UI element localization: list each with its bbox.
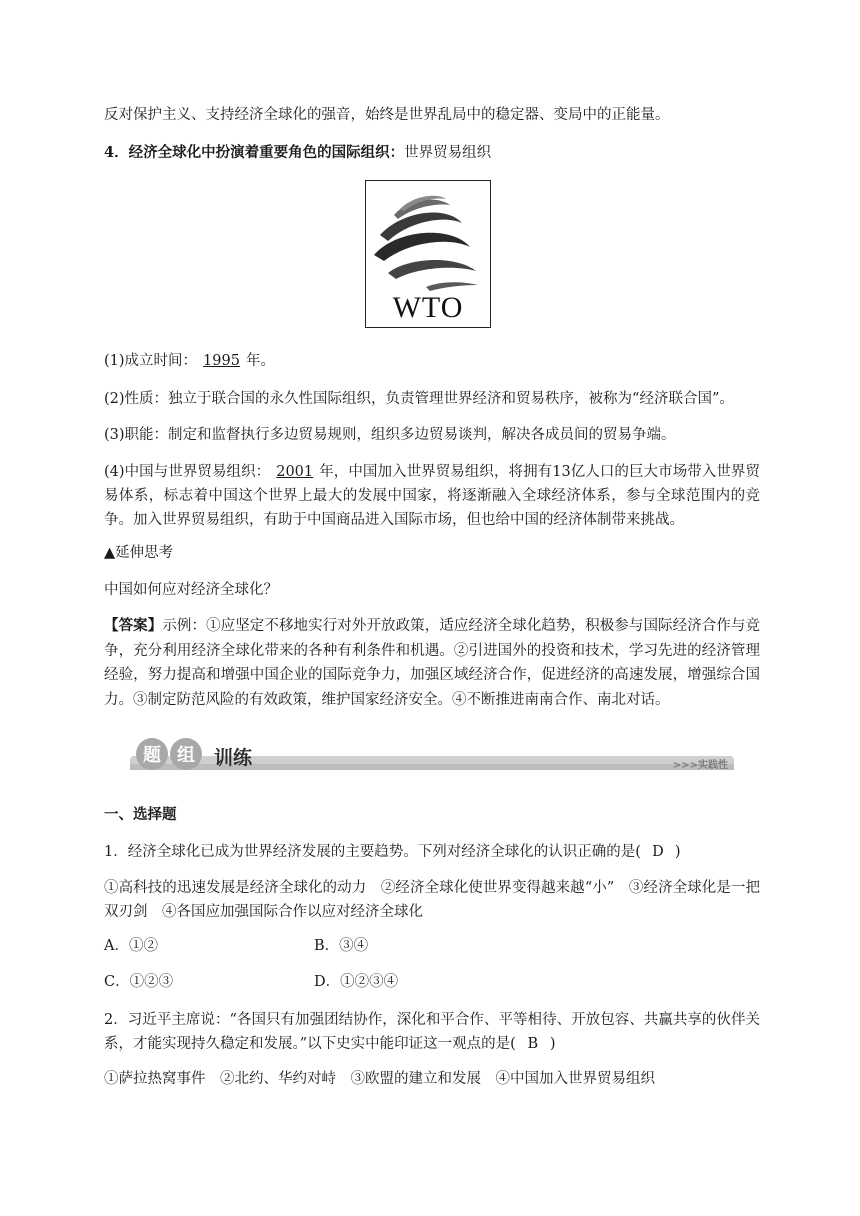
section4-heading-tail: 世界贸易组织 xyxy=(404,145,492,161)
wto-logo-text: WTO xyxy=(392,291,464,324)
q1-options-row2 xyxy=(104,971,398,993)
banner-char1: 题 xyxy=(143,745,161,766)
answer-label: 【答案】 xyxy=(104,617,163,634)
china-prefix: (4)中国与世界贸易组织： xyxy=(104,464,271,480)
q1-answer: D xyxy=(652,844,664,860)
section-banner xyxy=(130,734,734,778)
q1-option-d[interactable]: D．①②③④ xyxy=(314,974,399,990)
founded-year: 1995 xyxy=(203,353,240,369)
wto-swoosh-icon xyxy=(366,185,490,295)
section4-heading xyxy=(104,142,491,164)
q2-statements: ①萨拉热窝事件 ②北约、华约对峙 ③欧盟的建立和发展 ④中国加入世界贸易组织 xyxy=(104,1071,655,1087)
wto-logo xyxy=(365,180,491,328)
q1-option-a[interactable]: A．①② xyxy=(104,938,158,954)
extension-question: 中国如何应对经济全球化？ xyxy=(104,582,278,598)
section4-heading-bold: 4．经济全球化中扮演着重要角色的国际组织： xyxy=(104,144,405,161)
q1-option-b[interactable]: B．③④ xyxy=(314,938,369,954)
q1-options-row1 xyxy=(104,935,368,957)
extension-answer xyxy=(104,614,760,712)
q1-option-c[interactable]: C．①②③ xyxy=(104,974,174,990)
exercise-section-title: 一、选择题 xyxy=(104,806,177,823)
banner-char2: 组 xyxy=(177,745,195,766)
item-function: (3)职能：制定和监督执行多边贸易规则，组织多边贸易谈判，解决各成员间的贸易争端。 xyxy=(104,427,676,443)
banner-title: 训练 xyxy=(214,747,253,769)
intro-line: 反对保护主义、支持经济全球化的强音，始终是世界乱局中的稳定器、变局中的正能量。 xyxy=(104,107,670,123)
q1-stem-prefix: 1．经济全球化已成为世界经济发展的主要趋势。下列对经济全球化的认识正确的是( xyxy=(104,844,641,860)
item-nature: (2)性质：独立于联合国的永久性国际组织，负责管理世界经济和贸易秩序，被称为“经济联合国”。 xyxy=(104,391,734,407)
q2-stem-prefix: 2．习近平主席说：“各国只有加强团结协作，深化和平合作、平等相待、开放包容、共赢共享的伙伴关系，才能实现持久稳定和发展。”以下史实中能印证这一观点的是( xyxy=(104,1012,760,1052)
q2-stem-suffix: ) xyxy=(549,1036,556,1052)
item-founded xyxy=(104,350,275,372)
china-year: 2001 xyxy=(276,464,314,480)
answer-text: 示例：①应坚定不移地实行对外开放政策，适应经济全球化趋势，积极参与国际经济合作与竞争，充分利用经济全球化带来的各种有利条件和机遇。②引进国外的投资和技术，学习先进的经济管理经验，努力提高和增强中国企业的国际竞争力，加强区域经济合作，促进经济的高速发展，增强综合国力。③制定防范风险的有效政策，维护国家经济安全。④不断推进南南合作、南北对话。 xyxy=(104,618,761,708)
china-rest: 年，中国加入世界贸易组织，将拥有13亿人口的巨大市场带入世界贸易体系，标志着中国这个世界上最大的发展中国家，将逐渐融入全球经济体系，参与全球范围内的竞争。加入世界贸易组织，有助于中国商品进入国际市场，但也给中国的经济体制带来挑战。 xyxy=(104,464,760,528)
q2-stem xyxy=(104,1008,760,1056)
banner-graphic xyxy=(130,734,734,778)
q1-stem xyxy=(104,841,681,863)
item-china-wto xyxy=(104,460,760,532)
banner-tag: >>>实践性 xyxy=(672,760,728,771)
q2-answer: B xyxy=(527,1036,539,1052)
founded-suffix: 年。 xyxy=(245,353,275,369)
q1-statements: ①高科技的迅速发展是经济全球化的动力 ②经济全球化使世界变得越来越“小” ③经济全球化是一把双刃剑 ④各国应加强国际合作以应对经济全球化 xyxy=(104,880,760,920)
extension-title: ▲延伸思考 xyxy=(104,545,174,561)
founded-prefix: (1)成立时间： xyxy=(104,353,198,369)
q1-stem-suffix: ) xyxy=(674,844,681,860)
